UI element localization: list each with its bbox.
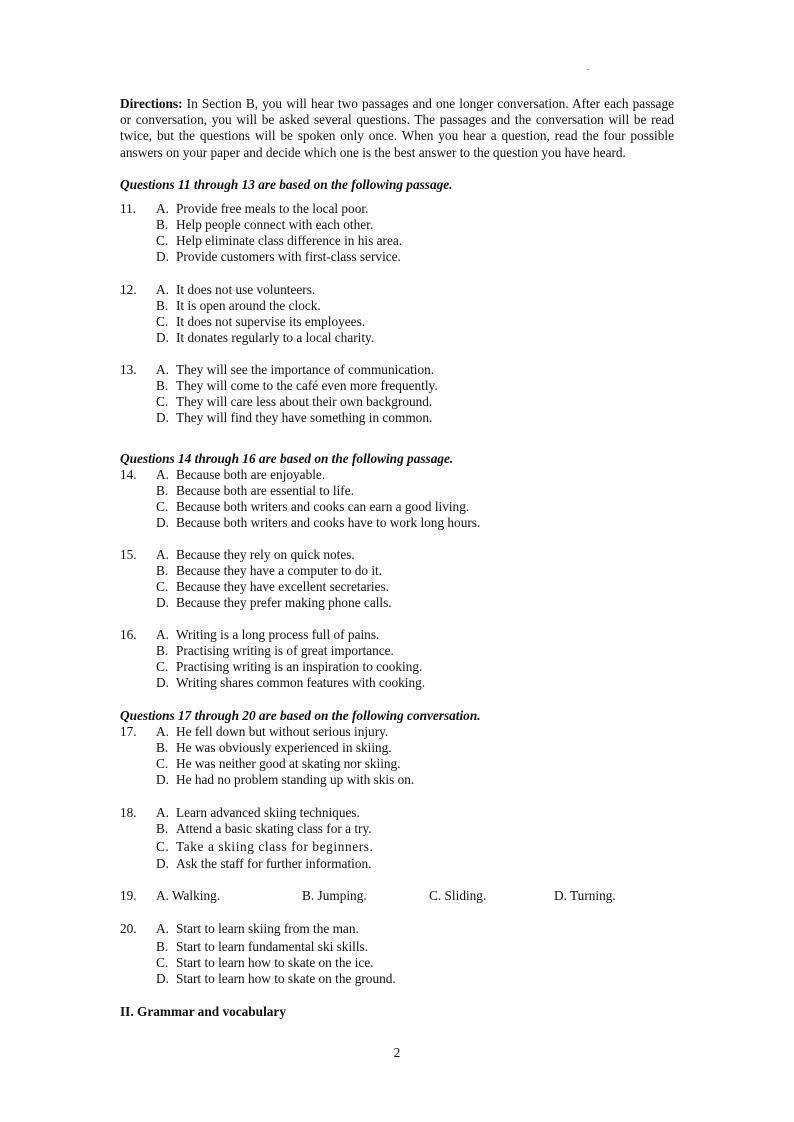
question-option: C. Because both writers and cooks can earn a good living. [156,499,470,514]
question-option: B. Start to learn fundamental ski skills. [156,939,369,954]
question-number: 15. [120,547,137,562]
section-title: II. Grammar and vocabulary [120,1004,286,1019]
question-number: 11. [120,201,137,216]
question-number: 12. [120,282,137,297]
question-option: A. Because they rely on quick notes. [156,547,355,562]
question-option: D. Ask the staff for further information. [156,856,372,871]
heading-questions-11-13: Questions 11 through 13 are based on the following passage. [120,177,453,192]
question-option: C. They will care less about their own background. [156,394,433,409]
question-option: D. Provide customers with first-class service. [156,249,401,264]
question-option: B. Help people connect with each other. [156,217,374,232]
question-option: C. Help eliminate class difference in his area. [156,233,403,248]
heading-questions-17-20: Questions 17 through 20 are based on the following conversation. [120,708,481,723]
heading-questions-14-16: Questions 14 through 16 are based on the following passage. [120,451,454,466]
question-option: A. Walking. [156,888,221,903]
question-option: B. Attend a basic skating class for a try. [156,821,372,836]
top-mark: . [587,63,589,72]
question-option: A. Provide free meals to the local poor. [156,201,369,216]
question-option: D. It donates regularly to a local charity. [156,330,375,345]
question-option: A. They will see the importance of communication. [156,362,435,377]
question-option: D. They will find they have something in common. [156,410,433,425]
question-number: 18. [120,805,137,820]
question-option: C. Practising writing is an inspiration to cooking. [156,659,423,674]
question-option: A. Learn advanced skiing techniques. [156,805,360,820]
question-option: D. Because they prefer making phone calls. [156,595,392,610]
question-option: D. He had no problem standing up with skis on. [156,772,415,787]
question-number: 17. [120,724,137,739]
question-option: D. Start to learn how to skate on the ground. [156,971,396,986]
directions-label: Directions: [120,96,183,111]
question-number: 19. [120,888,137,903]
question-option: B. They will come to the café even more frequently. [156,378,438,393]
page-number: 2 [393,1045,401,1060]
directions-paragraph [120,96,674,161]
question-number: 16. [120,627,137,642]
question-number: 13. [120,362,137,377]
question-number: 20. [120,921,137,936]
question-option: D. Because both writers and cooks have to work long hours. [156,515,481,530]
question-option: B. It is open around the clock. [156,298,321,313]
question-option: A. Writing is a long process full of pains. [156,627,380,642]
question-option: A. Start to learn skiing from the man. [156,921,359,936]
question-option: B. Jumping. [302,888,367,903]
question-option: C. It does not supervise its employees. [156,314,366,329]
question-option: C. Start to learn how to skate on the ice. [156,955,374,970]
question-option: B. Practising writing is of great importance. [156,643,394,658]
question-option: C. Sliding. [429,888,487,903]
question-number: 14. [120,467,137,482]
question-option: D. Writing shares common features with cooking. [156,675,426,690]
question-option: B. He was obviously experienced in skiing. [156,740,392,755]
question-option: A. He fell down but without serious injury. [156,724,389,739]
question-option: C. Take a skiing class for beginners. [156,839,374,854]
question-option: A. It does not use volunteers. [156,282,316,297]
question-option: B. Because both are essential to life. [156,483,354,498]
directions-text: In Section B, you will hear two passages and one longer conversation. After each passage or conversation, you will be asked several questions. The passages and the conversation will be read twice, but the questions will be spoken only once. When you hear a question, read the four possible answers on your paper and decide which one is the best answer to the question you have heard. [120,96,674,160]
question-option: A. Because both are enjoyable. [156,467,326,482]
question-option: B. Because they have a computer to do it. [156,563,383,578]
question-option: C. Because they have excellent secretaries. [156,579,390,594]
question-option: D. Turning. [554,888,616,903]
question-option: C. He was neither good at skating nor skiing. [156,756,401,771]
